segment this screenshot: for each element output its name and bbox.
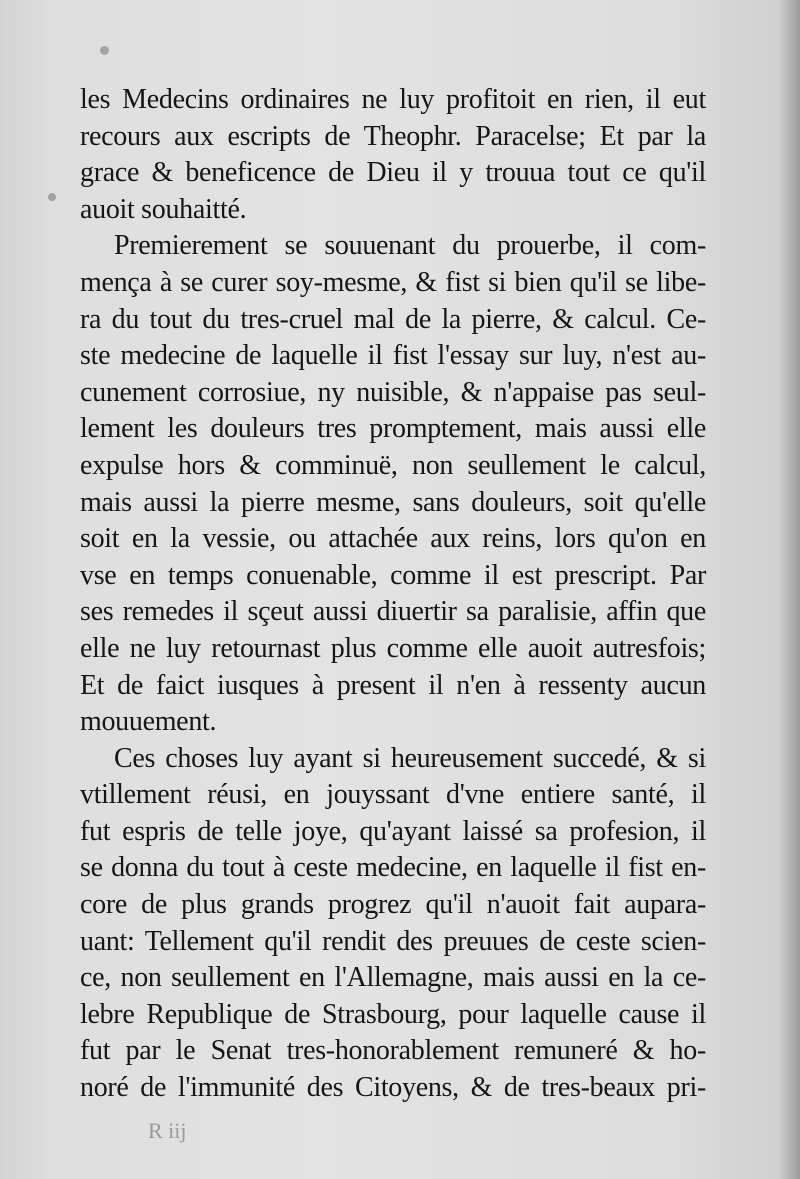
page-edge-shadow (778, 0, 800, 1179)
text-line: noré de l'immunité des Citoyens, & de tres-beaux pri- (80, 1072, 706, 1104)
text-line: Premierement se souuenant du prouerbe, il com- (114, 230, 706, 262)
text-line: ce, non seullement en l'Allemagne, mais aussi en la ce- (80, 962, 706, 994)
text-line: expulse hors & comminuë, non seullement le calcul, (80, 449, 706, 481)
text-line: auoit souhaitté. (80, 193, 247, 225)
text-line: mais aussi la pierre mesme, sans douleurs, soit qu'elle (80, 486, 706, 518)
text-line: vse en temps conuenable, comme il est prescript. Par (80, 559, 706, 591)
text-line: se donna du tout à ceste medecine, en laquelle il fist en- (80, 852, 706, 884)
text-line: mouuement. (80, 706, 217, 738)
text-line: Ces choses luy ayant si heureusement succedé, & si (114, 742, 706, 774)
text-line: grace & beneficence de Dieu il y trouua tout ce qu'il (80, 157, 706, 189)
text-line: ra du tout du tres-cruel mal de la pierre, & calcul. Ce- (80, 303, 706, 335)
ink-spot (100, 46, 109, 55)
text-line: lebre Republique de Strasbourg, pour laquelle cause il (80, 998, 706, 1030)
page-text-block (80, 82, 706, 1107)
text-line: elle ne luy retournast plus comme elle auoit autresfois; (80, 632, 706, 664)
text-line: Et de faict iusques à present il n'en à ressenty aucun (80, 669, 706, 701)
text-line: ses remedes il sçeut aussi diuertir sa paralisie, affin que (80, 596, 706, 628)
text-line: soit en la vessie, ou attachée aux reins, lors qu'on en (80, 523, 706, 555)
text-line: fut par le Senat tres-honorablement remuneré & ho- (80, 1035, 706, 1067)
text-line: vtillement réusi, en jouyssant d'vne entiere santé, il (80, 779, 706, 811)
signature-mark: R iij (148, 1118, 187, 1143)
text-line: ste medecine de laquelle il fist l'essay sur luy, n'est au- (80, 340, 706, 372)
ink-spot (48, 193, 56, 201)
text-line: recours aux escripts de Theophr. Paracelse; Et par la (80, 120, 706, 152)
text-line: cunement corrosiue, ny nuisible, & n'appaise pas seul- (80, 376, 706, 408)
text-line: core de plus grands progrez qu'il n'auoit fait aupara- (80, 889, 706, 921)
text-line: fut espris de telle joye, qu'ayant laissé sa profesion, il (80, 815, 706, 847)
text-line: lement les douleurs tres promptement, mais aussi elle (80, 413, 706, 445)
text-line: uant: Tellement qu'il rendit des preuues de ceste scien- (80, 925, 706, 957)
text-line: les Medecins ordinaires ne luy profitoit en rien, il eut (80, 84, 706, 115)
text-line: mença à se curer soy-mesme, & fist si bien qu'il se libe- (80, 266, 706, 298)
